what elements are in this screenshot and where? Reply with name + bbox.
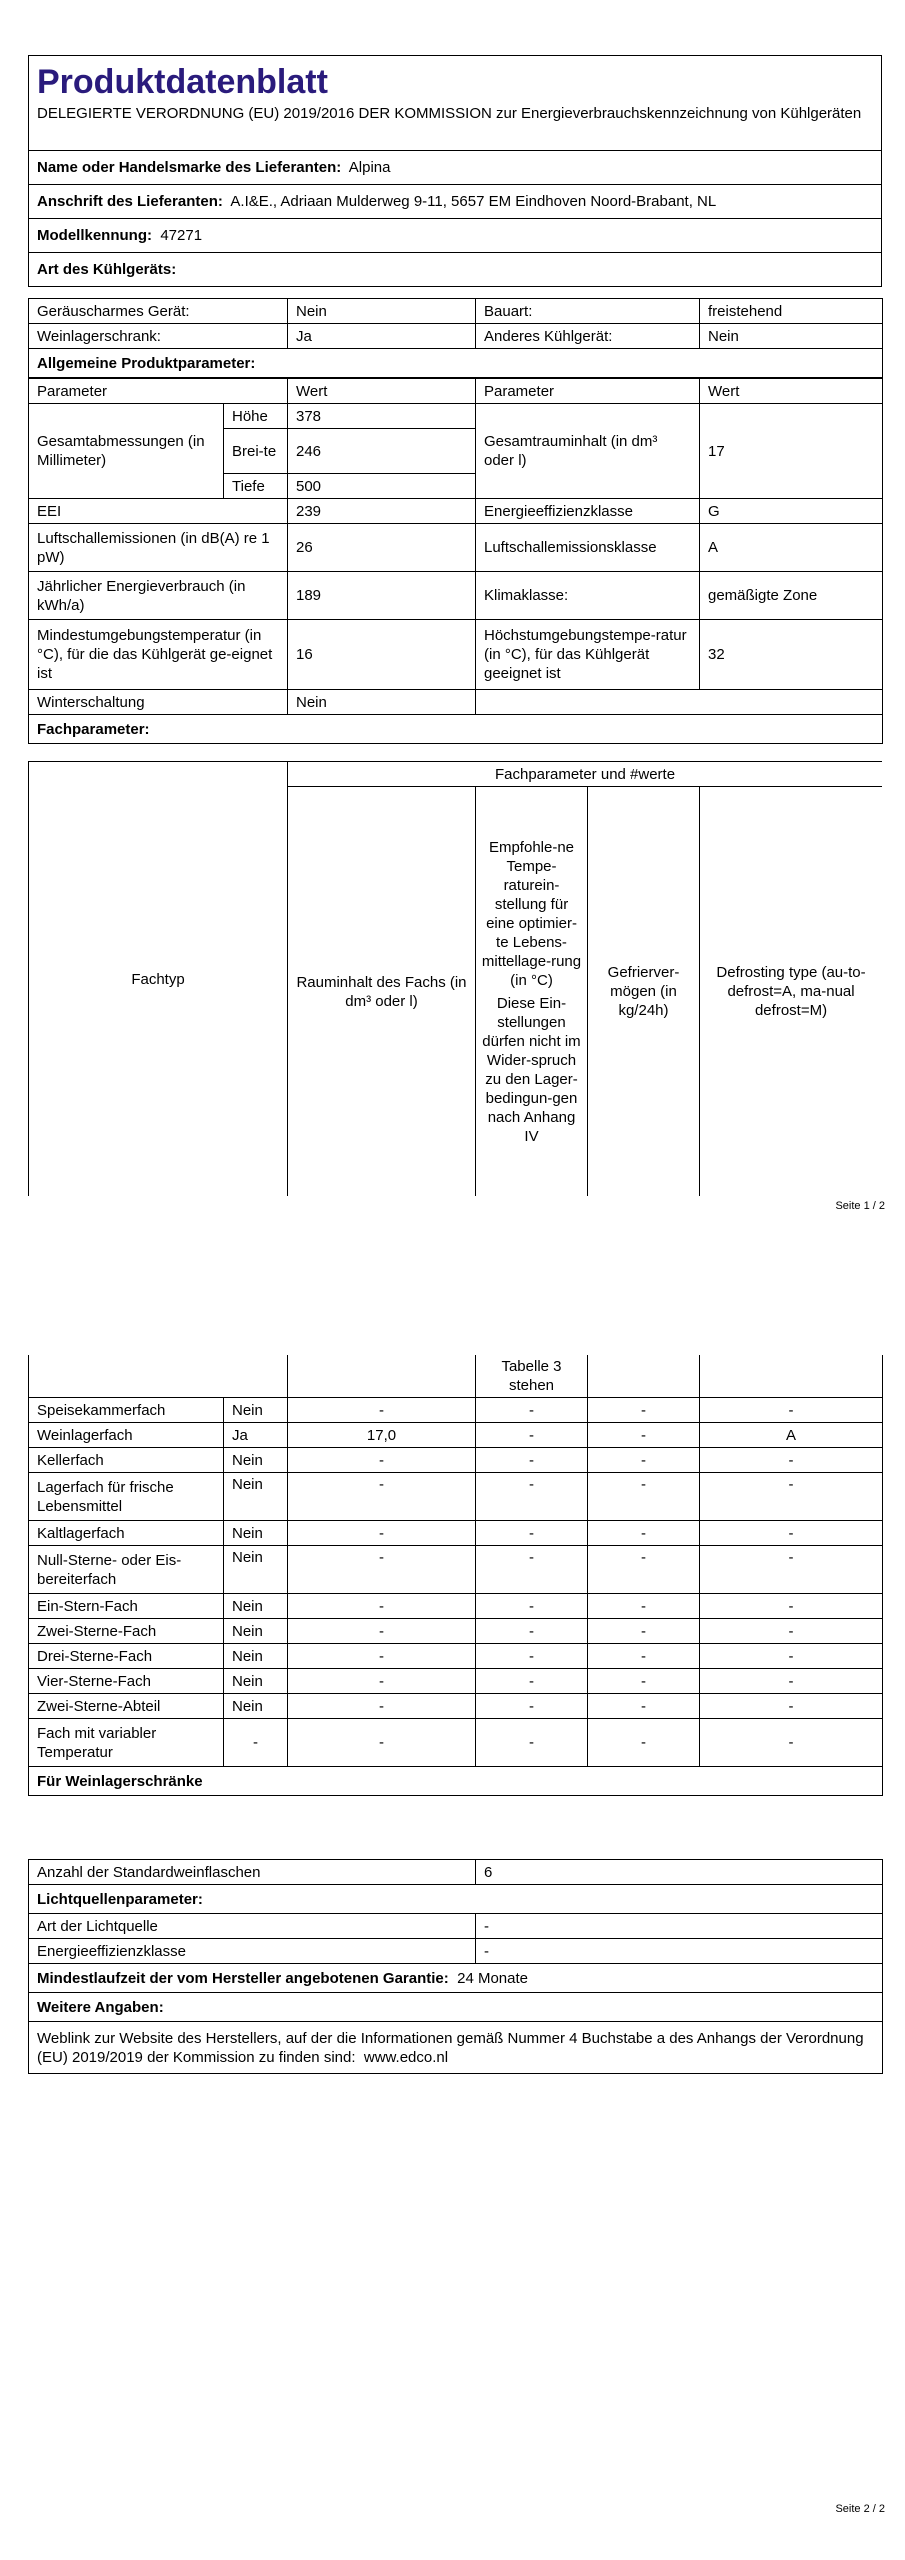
compartment-freeze: - (588, 1398, 700, 1423)
document-title: Produktdatenblatt (37, 63, 328, 101)
noise-class-value: A (700, 524, 883, 572)
compartment-freeze: - (588, 1719, 700, 1767)
general-table (28, 378, 882, 744)
type-table (28, 298, 882, 378)
compartment-defrost: - (700, 1669, 883, 1694)
design-value: freistehend (700, 299, 883, 324)
compartment-present: Nein (224, 1521, 288, 1546)
compartment-present: Nein (224, 1546, 288, 1594)
width-value: 246 (288, 429, 476, 474)
col-param-header: Parameter (29, 379, 288, 404)
eei-value: 239 (288, 499, 476, 524)
compartment-row (29, 1423, 883, 1448)
more-heading: Weitere Angaben: (29, 1993, 883, 2022)
col-temp-header (476, 787, 588, 1197)
compartment-temp: - (476, 1719, 588, 1767)
compartment-volume: - (288, 1669, 476, 1694)
climate-label: Klimaklasse: (476, 572, 700, 620)
quiet-device-value: Nein (288, 299, 476, 324)
compartment-freeze: - (588, 1521, 700, 1546)
compartment-present: Nein (224, 1694, 288, 1719)
type-row (29, 299, 883, 324)
type-heading: Art des Kühlgeräts: (29, 253, 882, 287)
col-value2-header: Wert (700, 379, 883, 404)
compartment-present: Nein (224, 1473, 288, 1521)
bottles-value: 6 (476, 1860, 883, 1885)
page-number-2: Seite 2 / 2 (835, 2503, 885, 2515)
light-heading: Lichtquellenparameter: (29, 1885, 883, 1914)
col-volume-header: Rauminhalt des Fachs (in dm³ oder l) (288, 787, 476, 1197)
supplier-label: Name oder Handelsmarke des Lieferanten: (37, 159, 342, 176)
compartments-heading: Fachparameter: (29, 715, 883, 744)
address-label: Anschrift des Lieferanten: (37, 193, 223, 210)
compartment-freeze: - (588, 1473, 700, 1521)
compartment-name: Null-Sterne- oder Eis-bereiterfach (29, 1546, 224, 1594)
compartment-defrost: - (700, 1719, 883, 1767)
noise-value: 26 (288, 524, 476, 572)
group-header: Fachparameter und #werte (288, 762, 883, 787)
model-value: 47271 (160, 227, 203, 244)
compartment-volume: - (288, 1546, 476, 1594)
col-value-header: Wert (288, 379, 476, 404)
compartment-present: Nein (224, 1594, 288, 1619)
compartment-defrost: - (700, 1694, 883, 1719)
col-temp-header-b: Diese Ein-stellungen dürfen nicht im Wider-spruch zu den Lager-bedingun-gen nach Anhang IV (482, 994, 581, 1145)
max-temp-value: 32 (700, 620, 883, 690)
energy-consumption-value: 189 (288, 572, 476, 620)
quiet-device-label: Geräuscharmes Gerät: (29, 299, 288, 324)
page-number-1: Seite 1 / 2 (835, 1200, 885, 1212)
compartment-temp: - (476, 1669, 588, 1694)
compartment-present: Nein (224, 1448, 288, 1473)
compartment-temp: - (476, 1448, 588, 1473)
wine-cabinet-value: Ja (288, 324, 476, 349)
compartment-freeze: - (588, 1594, 700, 1619)
compartment-defrost: - (700, 1644, 883, 1669)
min-temp-value: 16 (288, 620, 476, 690)
wine-cabinet-label: Weinlagerschrank: (29, 324, 288, 349)
compartment-header-p1 (28, 761, 882, 1196)
compartment-volume: - (288, 1619, 476, 1644)
compartment-temp: - (476, 1644, 588, 1669)
other-device-label: Anderes Kühlgerät: (476, 324, 700, 349)
compartment-freeze: - (588, 1619, 700, 1644)
type-row (29, 324, 883, 349)
compartment-name: Vier-Sterne-Fach (29, 1669, 224, 1694)
wine-heading: Für Weinlagerschränke (29, 1767, 883, 1796)
address-value: A.I&E., Adriaan Mulderweg 9-11, 5657 EM Eindhoven Noord-Brabant, NL (230, 193, 717, 210)
header-block (28, 55, 882, 287)
compartment-defrost: - (700, 1448, 883, 1473)
compartment-name: Zwei-Sterne-Abteil (29, 1694, 224, 1719)
page-1 (0, 0, 905, 1225)
compartment-freeze: - (588, 1448, 700, 1473)
compartment-row (29, 1644, 883, 1669)
compartment-name: Ein-Stern-Fach (29, 1594, 224, 1619)
compartment-defrost: - (700, 1521, 883, 1546)
model-row (29, 219, 882, 253)
supplier-value: Alpina (348, 159, 391, 176)
compartment-name: Lagerfach für frische Lebensmittel (29, 1473, 224, 1521)
compartment-name: Kellerfach (29, 1448, 224, 1473)
noise-label: Luftschallemissionen (in dB(A) re 1 pW) (29, 524, 288, 572)
compartment-temp: - (476, 1473, 588, 1521)
compartment-name: Fach mit variabler Temperatur (29, 1719, 224, 1767)
compartment-freeze: - (588, 1694, 700, 1719)
light-type-label: Art der Lichtquelle (29, 1914, 476, 1939)
winter-value: Nein (288, 690, 476, 715)
light-type-value: - (476, 1914, 883, 1939)
model-label: Modellkennung: (37, 227, 152, 244)
eei-label: EEI (29, 499, 288, 524)
compartment-present: Nein (224, 1669, 288, 1694)
compartment-freeze: - (588, 1644, 700, 1669)
compartment-name: Drei-Sterne-Fach (29, 1644, 224, 1669)
col-freeze-header: Gefrierver-mögen (in kg/24h) (588, 787, 700, 1197)
bottles-label: Anzahl der Standardweinflaschen (29, 1860, 476, 1885)
empty-cell (476, 690, 883, 715)
compartment-row (29, 1546, 883, 1594)
general-heading: Allgemeine Produktparameter: (29, 349, 883, 378)
address-row (29, 185, 882, 219)
energy-class-label: Energieeffizienzklasse (476, 499, 700, 524)
compartment-freeze: - (588, 1669, 700, 1694)
warranty-value: 24 Monate (457, 1969, 528, 1987)
page-2 (0, 1225, 905, 2560)
design-label: Bauart: (476, 299, 700, 324)
compartment-defrost: - (700, 1594, 883, 1619)
compartment-name: Zwei-Sterne-Fach (29, 1619, 224, 1644)
light-class-label: Energieeffizienzklasse (29, 1939, 476, 1964)
compartment-volume: - (288, 1448, 476, 1473)
compartment-volume: 17,0 (288, 1423, 476, 1448)
col-temp-header-c: Tabelle 3 stehen (476, 1355, 588, 1398)
col-param2-header: Parameter (476, 379, 700, 404)
light-class-value: - (476, 1939, 883, 1964)
col-temp-header-a: Empfohle-ne Tempe-raturein-stellung für eine optimier-te Lebens-mittellage-rung (in °C) (481, 838, 582, 989)
cont-empty-2 (288, 1355, 476, 1398)
compartment-volume: - (288, 1594, 476, 1619)
compartment-freeze: - (588, 1546, 700, 1594)
compartment-defrost: A (700, 1423, 883, 1448)
compartment-row (29, 1521, 883, 1546)
compartment-volume: - (288, 1719, 476, 1767)
other-device-value: Nein (700, 324, 883, 349)
compartment-volume: - (288, 1473, 476, 1521)
compartment-row (29, 1669, 883, 1694)
footer-tables (28, 1859, 882, 2074)
compartment-freeze: - (588, 1423, 700, 1448)
compartment-row (29, 1719, 883, 1767)
compartment-defrost: - (700, 1473, 883, 1521)
compartment-temp: - (476, 1521, 588, 1546)
width-label: Brei-te (224, 429, 288, 474)
compartment-row (29, 1473, 883, 1521)
compartment-temp: - (476, 1619, 588, 1644)
compartment-temp: - (476, 1546, 588, 1594)
compartment-volume: - (288, 1398, 476, 1423)
energy-consumption-label: Jährlicher Energieverbrauch (in kWh/a) (29, 572, 288, 620)
supplier-row (29, 151, 882, 185)
compartment-volume: - (288, 1694, 476, 1719)
warranty-label: Mindestlaufzeit der vom Hersteller angebotenen Garantie: (37, 1969, 449, 1987)
max-temp-label: Höchstumgebungstempe-ratur (in °C), für das Kühlgerät geeignet ist (476, 620, 700, 690)
cont-empty-3 (588, 1355, 700, 1398)
min-temp-label: Mindestumgebungstemperatur (in °C), für die das Kühlgerät ge-eignet ist (29, 620, 288, 690)
compartment-temp: - (476, 1423, 588, 1448)
regulation-text: DELEGIERTE VERORDNUNG (EU) 2019/2016 DER KOMMISSION zur Energieverbrauchskennzeichnung von Kühlgeräten (37, 105, 862, 122)
compartment-row (29, 1694, 883, 1719)
cont-empty-4 (700, 1355, 883, 1398)
more-text: Weblink zur Website des Herstellers, auf der die Informationen gemäß Nummer 4 Buchstabe a des Anhangs der Verordnung (EU) 2019/2019 der Kommission zu finden sind: (37, 2029, 864, 2066)
noise-class-label: Luftschallemissionsklasse (476, 524, 700, 572)
compartment-temp: - (476, 1594, 588, 1619)
website-link[interactable]: www.edco.nl (363, 2048, 449, 2066)
compartment-name: Kaltlagerfach (29, 1521, 224, 1546)
more-row (29, 2022, 883, 2074)
climate-value: gemäßigte Zone (700, 572, 883, 620)
height-value: 378 (288, 404, 476, 429)
col-defrost-header: Defrosting type (au-to-defrost=A, ma-nual defrost=M) (700, 787, 883, 1197)
compartment-present: Ja (224, 1423, 288, 1448)
compartment-row (29, 1448, 883, 1473)
compartment-table-p2 (28, 1355, 882, 1796)
compartment-defrost: - (700, 1546, 883, 1594)
compartment-present: Nein (224, 1644, 288, 1669)
compartment-volume: - (288, 1521, 476, 1546)
compartment-present: Nein (224, 1398, 288, 1423)
volume-label: Gesamtrauminhalt (in dm³ oder l) (476, 404, 700, 499)
fachtyp-header: Fachtyp (29, 762, 288, 1197)
cont-empty-1 (29, 1355, 288, 1398)
warranty-row (29, 1964, 883, 1993)
compartment-volume: - (288, 1644, 476, 1669)
compartment-temp: - (476, 1398, 588, 1423)
energy-class-value: G (700, 499, 883, 524)
compartment-row (29, 1619, 883, 1644)
compartment-temp: - (476, 1694, 588, 1719)
winter-label: Winterschaltung (29, 690, 288, 715)
compartment-row (29, 1398, 883, 1423)
volume-value: 17 (700, 404, 883, 499)
dims-label: Gesamtabmessungen (in Millimeter) (29, 404, 224, 499)
depth-label: Tiefe (224, 474, 288, 499)
compartment-defrost: - (700, 1619, 883, 1644)
compartment-defrost: - (700, 1398, 883, 1423)
compartment-row (29, 1594, 883, 1619)
compartment-name: Speisekammerfach (29, 1398, 224, 1423)
depth-value: 500 (288, 474, 476, 499)
height-label: Höhe (224, 404, 288, 429)
compartment-present: Nein (224, 1619, 288, 1644)
compartment-name: Weinlagerfach (29, 1423, 224, 1448)
compartment-present: - (224, 1719, 288, 1767)
